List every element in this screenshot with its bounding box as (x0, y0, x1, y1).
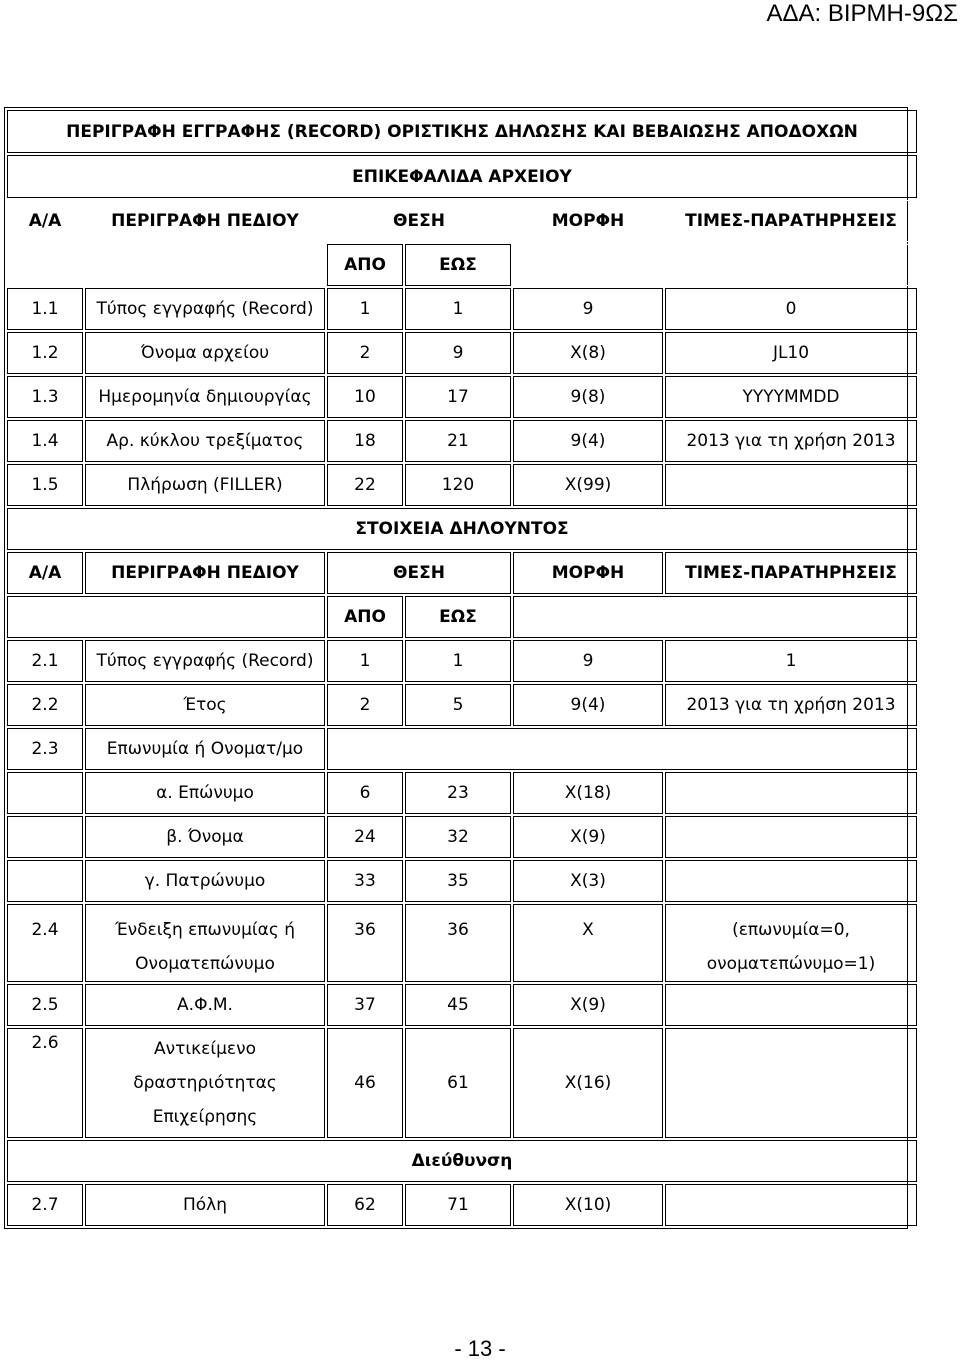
table-title: ΠΕΡΙΓΡΑΦΗ ΕΓΓΡΑΦΗΣ (RECORD) ΟΡΙΣΤΙΚΗΣ ΔΗΛΩΣΗΣ ΚΑΙ ΒΕΒΑΙΩΣΗΣ ΑΠΟΔΟΧΩΝ (7, 110, 917, 153)
table-row (7, 904, 917, 982)
cell-from: 36 (327, 904, 403, 982)
cell-to: 9 (405, 332, 511, 374)
col-to: ΕΩΣ (405, 596, 511, 638)
cell-value (665, 984, 917, 1026)
cell-value: 2013 για τη χρήση 2013 (665, 684, 917, 726)
cell-desc-line: Ένδειξη επωνυμίας ή (114, 920, 296, 940)
subheader-row (7, 244, 917, 286)
table-row (7, 860, 917, 902)
cell-format: X(3) (513, 860, 663, 902)
cell-desc-line: Ονοματεπώνυμο (135, 954, 275, 974)
cell-to: 61 (405, 1028, 511, 1138)
cell-desc: Α.Φ.Μ. (85, 984, 325, 1026)
cell-to: 1 (405, 640, 511, 682)
cell-desc-line: Επιχείρησης (152, 1107, 258, 1127)
cell-format: X(9) (513, 816, 663, 858)
cell-desc: β. Όνομα (85, 816, 325, 858)
cell-to: 120 (405, 464, 511, 506)
cell-aa: 2.1 (7, 640, 83, 682)
cell-to: 1 (405, 288, 511, 330)
cell-from: 33 (327, 860, 403, 902)
col-values: ΤΙΜΕΣ-ΠΑΡΑΤΗΡΗΣΕΙΣ (665, 552, 917, 594)
col-description: ΠΕΡΙΓΡΑΦΗ ΠΕΔΙΟΥ (85, 200, 325, 242)
column-header-row (7, 552, 917, 594)
table-row (7, 464, 917, 506)
cell-format: 9 (513, 640, 663, 682)
cell-value: 2013 για τη χρήση 2013 (665, 420, 917, 462)
cell-format: X(18) (513, 772, 663, 814)
cell-to: 35 (405, 860, 511, 902)
cell-desc: Αρ. κύκλου τρεξίματος (85, 420, 325, 462)
cell-value: 0 (665, 288, 917, 330)
table-row (7, 1028, 917, 1138)
table-row (7, 1184, 917, 1226)
cell-from: 24 (327, 816, 403, 858)
page-number: - 13 - (454, 1336, 506, 1361)
cell-desc: Έτος (85, 684, 325, 726)
cell-to: 45 (405, 984, 511, 1026)
cell-from: 46 (327, 1028, 403, 1138)
table-row (7, 984, 917, 1026)
cell-desc (85, 904, 325, 982)
cell-desc: Όνομα αρχείου (85, 332, 325, 374)
cell-aa: 2.3 (7, 728, 83, 770)
col-position: ΘΕΣΗ (327, 200, 511, 242)
table-row (7, 288, 917, 330)
subheader-row (7, 596, 917, 638)
cell-from: 18 (327, 420, 403, 462)
cell-aa: 1.3 (7, 376, 83, 418)
table-title-row (7, 110, 917, 153)
col-aa: Α/Α (7, 552, 83, 594)
cell-from: 1 (327, 288, 403, 330)
cell-aa: 1.5 (7, 464, 83, 506)
col-to: ΕΩΣ (405, 244, 511, 286)
cell-value (665, 1028, 917, 1138)
cell-format: X(9) (513, 984, 663, 1026)
cell-value-line: ονοματεπώνυμο=1) (706, 954, 876, 974)
col-aa: Α/Α (7, 200, 83, 242)
cell-from: 2 (327, 332, 403, 374)
cell-desc-line: Αντικείμενο (154, 1039, 256, 1059)
cell-to: 21 (405, 420, 511, 462)
section-heading-declarant: ΣΤΟΙΧΕΙΑ ΔΗΛΟΥΝΤΟΣ (7, 508, 917, 550)
cell-format: 9 (513, 288, 663, 330)
table-row (7, 376, 917, 418)
cell-value (665, 904, 917, 982)
cell-desc-line: δραστηριότητας (133, 1073, 277, 1093)
cell-to: 23 (405, 772, 511, 814)
cell-desc: α. Επώνυμο (85, 772, 325, 814)
cell-format: X(16) (513, 1028, 663, 1138)
cell-value: JL10 (665, 332, 917, 374)
cell-aa: 2.5 (7, 984, 83, 1026)
cell-aa: 2.2 (7, 684, 83, 726)
cell-format: X(8) (513, 332, 663, 374)
col-description: ΠΕΡΙΓΡΑΦΗ ΠΕΔΙΟΥ (85, 552, 325, 594)
record-table-frame (4, 107, 908, 1229)
cell-to: 17 (405, 376, 511, 418)
cell-to: 5 (405, 684, 511, 726)
table-row (7, 332, 917, 374)
cell-desc: Επωνυμία ή Ονοματ/μο (85, 728, 325, 770)
cell-from: 62 (327, 1184, 403, 1226)
table-row (7, 816, 917, 858)
col-from: ΑΠΟ (327, 596, 403, 638)
cell-from: 10 (327, 376, 403, 418)
cell-desc: Πλήρωση (FILLER) (85, 464, 325, 506)
table-row (7, 420, 917, 462)
section-heading-header-record: ΕΠΙΚΕΦΑΛΙΔΑ ΑΡΧΕΙΟΥ (7, 155, 917, 198)
cell-to: 71 (405, 1184, 511, 1226)
cell-format: X (513, 904, 663, 982)
section-address-row (7, 1140, 917, 1182)
cell-from: 22 (327, 464, 403, 506)
cell-format: 9(8) (513, 376, 663, 418)
section-header-row (7, 155, 917, 198)
cell-format: 9(4) (513, 420, 663, 462)
cell-desc: Πόλη (85, 1184, 325, 1226)
ada-code: ΑΔΑ: ΒΙΡΜΗ-9ΩΣ (766, 0, 958, 27)
cell-aa: 1.2 (7, 332, 83, 374)
col-format: ΜΟΡΦΗ (513, 552, 663, 594)
col-from: ΑΠΟ (327, 244, 403, 286)
cell-desc (85, 1028, 325, 1138)
section-heading-address: Διεύθυνση (7, 1140, 917, 1182)
cell-format: X(10) (513, 1184, 663, 1226)
cell-from: 1 (327, 640, 403, 682)
table-row (7, 772, 917, 814)
cell-desc: Τύπος εγγραφής (Record) (85, 640, 325, 682)
cell-aa: 1.1 (7, 288, 83, 330)
cell-aa: 2.4 (7, 904, 83, 982)
col-values: ΤΙΜΕΣ-ΠΑΡΑΤΗΡΗΣΕΙΣ (665, 200, 917, 242)
cell-to: 32 (405, 816, 511, 858)
cell-value: YYYYMMDD (665, 376, 917, 418)
cell-aa: 2.7 (7, 1184, 83, 1226)
cell-from: 2 (327, 684, 403, 726)
column-header-row (7, 200, 917, 242)
cell-format: 9(4) (513, 684, 663, 726)
cell-desc: Τύπος εγγραφής (Record) (85, 288, 325, 330)
section-declarant-row (7, 508, 917, 550)
cell-format: X(99) (513, 464, 663, 506)
cell-aa: 1.4 (7, 420, 83, 462)
cell-from: 6 (327, 772, 403, 814)
cell-value (665, 1184, 917, 1226)
table-row (7, 640, 917, 682)
cell-aa: 2.6 (7, 1028, 83, 1138)
cell-from: 37 (327, 984, 403, 1026)
table-row (7, 728, 917, 770)
cell-desc: γ. Πατρώνυμο (85, 860, 325, 902)
cell-value: 1 (665, 640, 917, 682)
cell-to: 36 (405, 904, 511, 982)
cell-desc: Ημερομηνία δημιουργίας (85, 376, 325, 418)
col-position: ΘΕΣΗ (327, 552, 511, 594)
table-row (7, 684, 917, 726)
record-table (5, 108, 919, 1228)
col-format: ΜΟΡΦΗ (513, 200, 663, 242)
cell-value (665, 464, 917, 506)
cell-value-line: (επωνυμία=0, (732, 920, 850, 940)
